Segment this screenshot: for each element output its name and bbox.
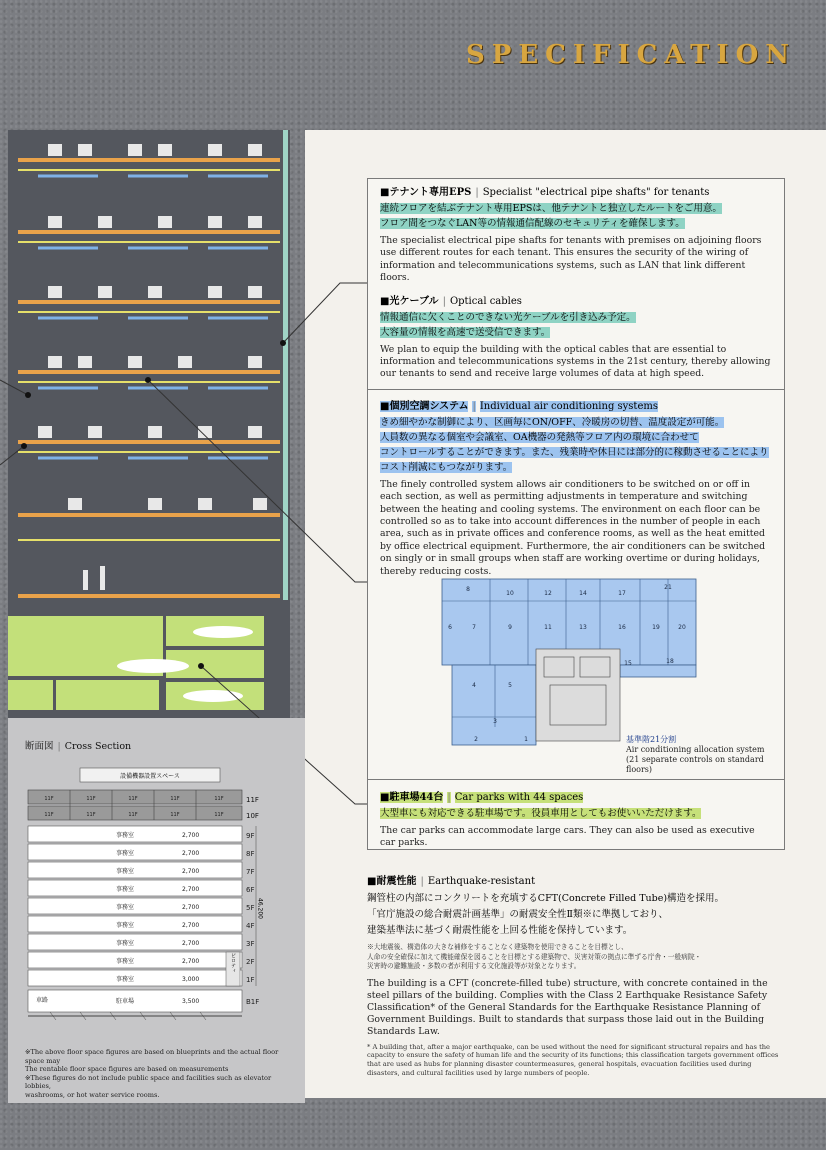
upper-cell-label: 11F	[86, 796, 96, 802]
eps-jp: 連続フロアを結ぶテナント専用EPSは、他テナントと独立したルートをご用意。 フロア間をつなぐLAN等の情報通信配線のセキュリティを確保します。	[380, 203, 722, 229]
floor-height: 2,700	[182, 904, 200, 911]
basement-height: 3,500	[182, 998, 200, 1005]
earthquake-section	[367, 872, 783, 1078]
pilotis-label: ピロティ	[230, 953, 236, 973]
zone-label: 3	[493, 718, 497, 725]
upper-cell-label: 11F	[44, 796, 54, 802]
upper-cell-label: 11F	[44, 812, 54, 818]
parking-section	[368, 791, 784, 850]
zone-label: 21	[664, 584, 672, 591]
earthquake-heading: ■耐震性能 | Earthquake-resistant	[367, 876, 536, 887]
aircon-en: The finely controlled system allows air conditioners to be switched on or off in each section, as well as permitting adjustments in temperature and switching between the heating and cooling systems. The environment on each floor can be controlled so as to take into account differences in the number of people in each area, such as in private offices and conference rooms, as well as the heat emitted by office electrical equipment. Furthermore, the air conditioners can be switched on singly or in small groups when staff are working overtime or during holidays, thereby reducing costs.	[380, 478, 766, 577]
floor-level: 11F	[246, 796, 259, 804]
floor-height: 2,700	[182, 940, 200, 947]
floor-use: 事務室	[116, 922, 135, 929]
floor-level: 4F	[246, 922, 255, 930]
zone-label: 18	[666, 658, 674, 665]
parking-jp: 大型車にも対応できる駐車場です。役員車用としてもお使いいただけます。	[380, 808, 702, 819]
spec-card	[367, 178, 785, 850]
floor-level: 5F	[246, 904, 255, 912]
parking-heading: ■駐車場44台 | Car parks with 44 spaces	[380, 792, 584, 803]
zone-label: 2	[474, 736, 478, 743]
zone-label: 8	[466, 586, 470, 593]
floor-height: 2,700	[182, 958, 200, 965]
floor-use: 事務室	[116, 850, 135, 857]
upper-cell-label: 11F	[86, 812, 96, 818]
zone-label: 7	[472, 624, 476, 631]
core-area	[536, 649, 620, 741]
zone-label: 12	[544, 590, 552, 597]
floor-level: 9F	[246, 832, 255, 840]
basement-use: 駐車場	[116, 998, 135, 1005]
floor-height: 2,700	[182, 886, 200, 893]
floor-use: 事務室	[116, 976, 135, 983]
floor-height: 3,000	[182, 976, 200, 983]
aircon-jp: きめ細やかな制御により、区画毎にON/OFF、冷暖房の切替、温度設定が可能。 人員数の異なる個室や会議室、OA機器の発熱等フロア内の環境に合わせて コントロールすることができます。また、残業時や休日には部分的に稼動させることにより コスト削減にもつながります。	[380, 416, 769, 473]
zone-label: 4	[472, 682, 476, 689]
floor-level: 8F	[246, 850, 255, 858]
floor-height: 2,700	[182, 868, 200, 875]
floor-height: 2,700	[182, 922, 200, 929]
zone-label: 14	[579, 590, 587, 597]
page-title: SPECIFICATION	[466, 40, 796, 70]
aircon-section	[368, 390, 784, 578]
eps-section	[368, 179, 784, 285]
parking-en: The car parks can accommodate large cars. They can also be used as executive car parks.	[380, 825, 755, 849]
floor-level: 3F	[246, 940, 255, 948]
upper-cell-label: 11F	[128, 796, 138, 802]
top-space-label: 設備機器設置スペース	[120, 773, 180, 780]
optical-en: We plan to equip the building with the optical cables that are essential to information and telecommunications systems in the 21st century, thereby allowing our tenants to send and receive large volumes of data at high speed.	[380, 343, 771, 380]
floor-use: 事務室	[116, 958, 135, 965]
floor-plan	[440, 577, 700, 749]
floor-height: 2,700	[182, 850, 200, 857]
plan-caption-jp: 基準階21分割	[626, 735, 677, 744]
floor-use: 事務室	[116, 868, 135, 875]
floor-use: 事務室	[116, 886, 135, 893]
eps-heading: ■テナント専用EPS | Specialist "electrical pipe shafts" for tenants	[380, 187, 710, 198]
aircon-heading: ■個別空調システム | Individual air conditioning systems	[380, 400, 658, 412]
floor-level: B1F	[246, 998, 260, 1006]
zone-label: 17	[618, 590, 626, 597]
floor-level: 6F	[246, 886, 255, 894]
optical-section	[368, 285, 784, 389]
earthquake-jp: 鋼管柱の内部にコンクリートを充填するCFT(Concrete Filled Tube)構造を採用。 「官庁施設の総合耐震計画基準」の耐震安全性Ⅱ類※に準拠しており、 建築基準法に基づく耐震性能を上回る性能を保持しています。	[367, 893, 725, 936]
plan-caption-en1: Air conditioning allocation system	[626, 745, 765, 754]
divider	[368, 779, 784, 780]
zone-label: 5	[508, 682, 512, 689]
floor-use: 事務室	[116, 832, 135, 839]
upper-cell-label: 11F	[170, 796, 180, 802]
upper-cell-label: 11F	[214, 812, 224, 818]
zone-label: 20	[678, 624, 686, 631]
floor-use: 事務室	[116, 940, 135, 947]
floor-level: 1F	[246, 976, 255, 984]
zone-label: 13	[579, 624, 587, 631]
floor-use: 事務室	[116, 904, 135, 911]
zone-label: 15	[624, 660, 632, 667]
zone-label: 9	[508, 624, 512, 631]
upper-cell-label: 11F	[128, 812, 138, 818]
cross-section-notes: ※The above floor space figures are based on blueprints and the actual floor space may The rentable floor space figures are based on measurements ※These figures do not include public space and facilities such as elevator lobbies, washrooms, or hot water service rooms.	[25, 1048, 279, 1099]
total-height: 46,200	[256, 898, 264, 919]
upper-cell-label: 11F	[214, 796, 224, 802]
plan-caption	[626, 735, 784, 775]
zone-label: 19	[652, 624, 660, 631]
zone-label: 1	[524, 736, 528, 743]
earthquake-en-note: * A building that, after a major earthquake, can be used without the need for significant structural repairs and has the capacity to ensure the safety of human life and the security of its functions; this classification targets government offices that are used as hubs for planning disaster countermeasures, general hospitals, evacuation facilities used during disasters, and cultural facilities used by large numbers of people.	[367, 1042, 779, 1077]
floor-level: 7F	[246, 868, 255, 876]
optical-heading: ■光ケーブル | Optical cables	[380, 295, 522, 307]
floor-level: 10F	[246, 812, 259, 820]
earthquake-jp-note: ※大地震後、構造体の大きな補修をすることなく建築物を使用できることを目標とし、 人命の安全確保に加えて機能確保を図ることを目標とする建築物で、災害対策の拠点に準ずる庁舎・一般病院・ 災害時の避難施設・多数の者が利用する文化施設等が対象となります。	[367, 943, 702, 970]
zone-label: 16	[618, 624, 626, 631]
zone-label: 10	[506, 590, 514, 597]
floor-height: 2,700	[182, 832, 200, 839]
floor-level: 2F	[246, 958, 255, 966]
zone-label: 11	[544, 624, 552, 631]
upper-cell-label: 11F	[170, 812, 180, 818]
optical-jp: 情報通信に欠くことのできない光ケーブルを引き込み予定。 大容量の情報を高速で送受信できます。	[380, 311, 636, 338]
cross-section-title: 断面図 | Cross Section	[25, 741, 132, 752]
zone-label: 6	[448, 624, 452, 631]
basement-ramp: 車路	[36, 997, 49, 1004]
cross-section-diagram	[20, 758, 300, 1043]
earthquake-en: The building is a CFT (concrete-filled tube) structure, with concrete contained in the steel pillars of the building. Complies with the Class 2 Earthquake Resistance Safety Classification* of the General Standards for the Earthquake Resistance Planning of Government Buildings. Built to standards that surpass those laid out in the Building Standards Law.	[367, 977, 768, 1038]
plan-caption-en2: (21 separate controls on standard floors)	[626, 755, 764, 774]
eps-en: The specialist electrical pipe shafts for tenants with premises on adjoining floors use different routes for each tenant. This ensures the security of the wiring of information and telecommunications systems, such as LAN that link different floors.	[380, 235, 762, 284]
